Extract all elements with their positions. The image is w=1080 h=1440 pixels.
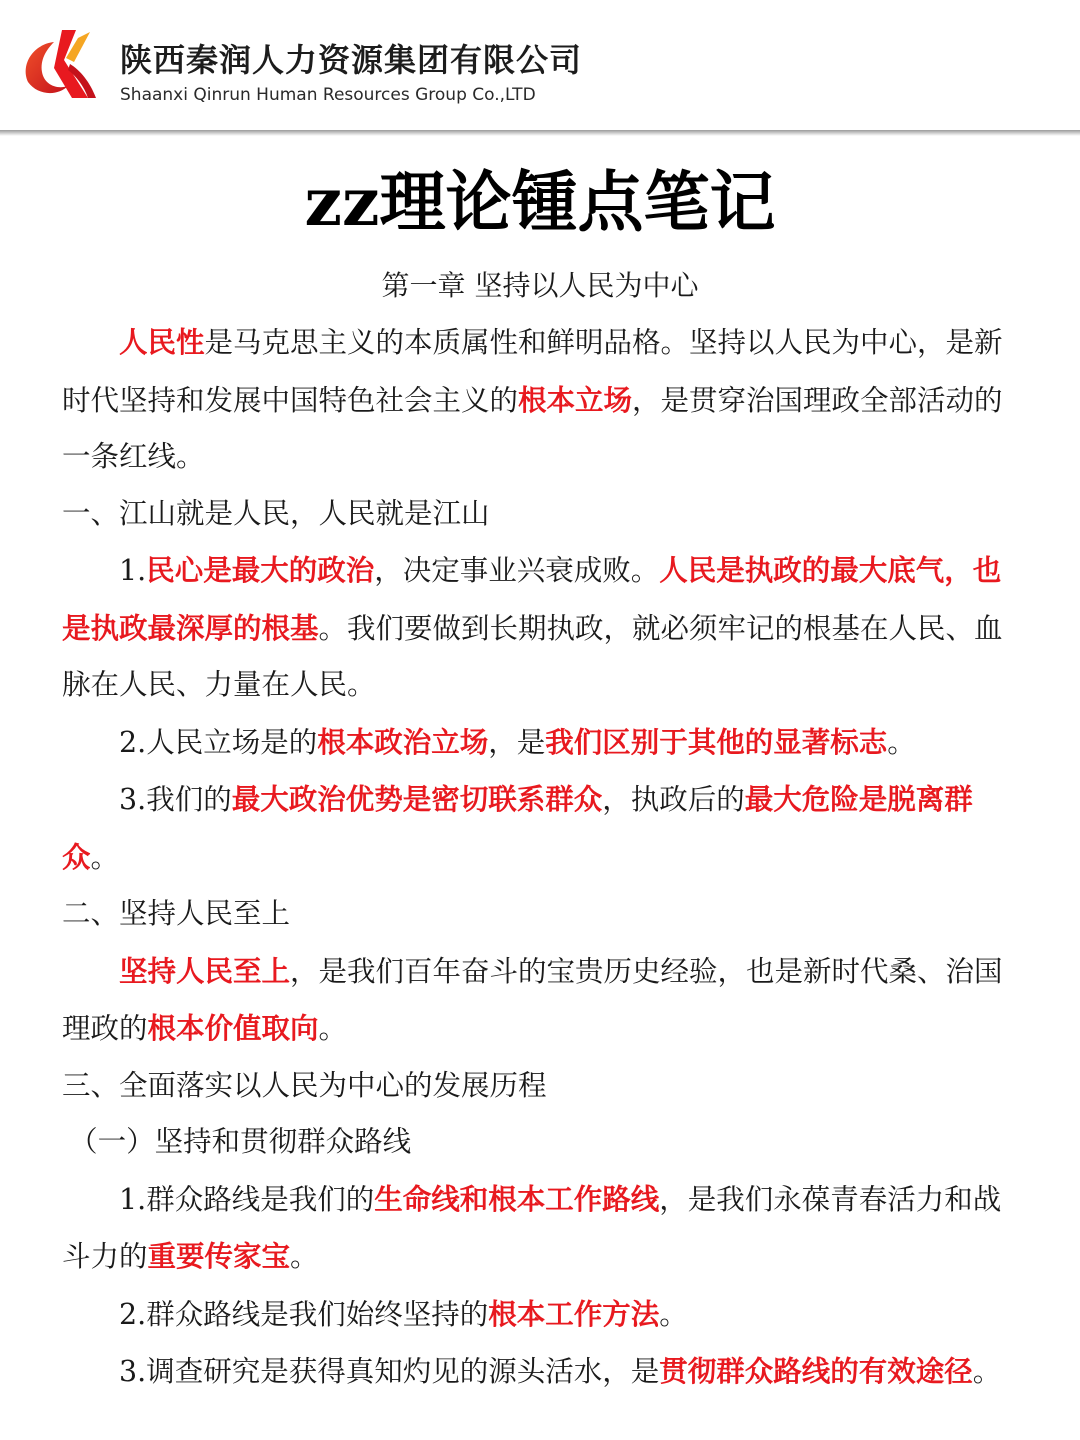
highlighted-text: 根本工作方法 [488,1296,660,1331]
document-title: zz理论锺点笔记 [304,163,776,241]
highlighted-text: 根本立场 [518,382,633,417]
body-text: 。 [90,840,120,874]
body-text: 2.群众路线是我们始终坚持的 [119,1297,489,1331]
qinrun-logo-icon [18,24,100,106]
body-text: 。我们要做到长期执政，就必须牢记的根基在人民、血脉在人民、力量在人民。 [62,611,1003,701]
section-heading-3: 三、全面落实以人民为中心的发展历程 [62,1068,547,1102]
section2-paragraph [62,943,1022,1058]
subsection-heading-1: （一）坚持和贯彻群众路线 [69,1125,412,1158]
body-text: 是马克思主义的本质属性和鲜明品格。坚持以人民为中心，是新时代坚持和发展中国特色社会主义的 [62,326,1003,417]
company-name-cn: 陕西秦润人力资源集团有限公司 [120,41,583,79]
highlighted-text: 人民是执政的最大底气，也是执政最深厚的根基 [62,553,1002,645]
body-text: 。 [972,1355,1002,1388]
body-text: 1. [119,554,147,587]
body-text: 。 [318,1012,348,1045]
body-text: 3.我们的 [119,783,232,816]
company-name-en: Shaanxi Qinrun Human Resources Group Co.,LTD [120,85,536,105]
section-heading-1: 一、江山就是人民，人民就是江山 [62,496,490,530]
body-text: 。 [887,725,916,759]
body-text: ，执政后的 [602,783,745,816]
highlighted-text: 重要传家宝 [147,1239,291,1273]
body-text: ，是 [488,725,546,759]
document-body [62,314,1022,1401]
highlighted-text: 最大危险是脱离群众 [62,782,973,874]
page-header [0,0,1080,132]
highlighted-text: 民心是最大的政治 [146,553,375,587]
body-text: 1.群众路线是我们的 [119,1182,375,1216]
body-text: ，决定事业兴衰成败。 [374,554,660,587]
highlighted-text: 我们区别于其他的显著标志 [545,724,888,759]
body-text: ，是我们永葆青春活力和战斗力的 [62,1182,1002,1273]
highlighted-text: 根本政治立场 [317,724,489,759]
section-heading-2: 二、坚持人民至上 [62,897,291,930]
highlighted-text: 生命线和根本工作路线 [374,1181,660,1216]
section1-point-2 [62,714,1022,772]
section3-point-3 [62,1343,1022,1401]
chapter-heading: 第一章 坚持以人民为中心 [381,269,699,302]
section3-point-1 [62,1171,1022,1286]
body-text: ，是贯穿治国理政全部活动的一条红线。 [62,383,1003,473]
section1-point-1 [62,542,1022,714]
body-text: 。 [659,1297,688,1331]
intro-paragraph [62,314,1022,486]
body-text: 。 [290,1240,319,1273]
highlighted-text: 人民性 [119,325,205,359]
section3-point-2 [62,1286,1022,1344]
body-text: ，是我们百年奋斗的宝贵历史经验，也是新时代桑、治国理政的 [62,954,1003,1045]
highlighted-text: 根本价值取向 [147,1011,319,1045]
highlighted-text: 贯彻群众路线的有效途径 [659,1354,973,1388]
highlighted-text: 最大政治优势是密切联系群众 [231,782,603,816]
company-name-block [120,40,582,106]
body-text: 3.调查研究是获得真知灼见的源头活水，是 [119,1355,660,1388]
header-divider [0,130,1080,136]
body-text: 2.人民立场是的 [119,725,318,759]
section1-point-3 [62,771,1022,886]
highlighted-text: 坚持人民至上 [119,953,291,988]
